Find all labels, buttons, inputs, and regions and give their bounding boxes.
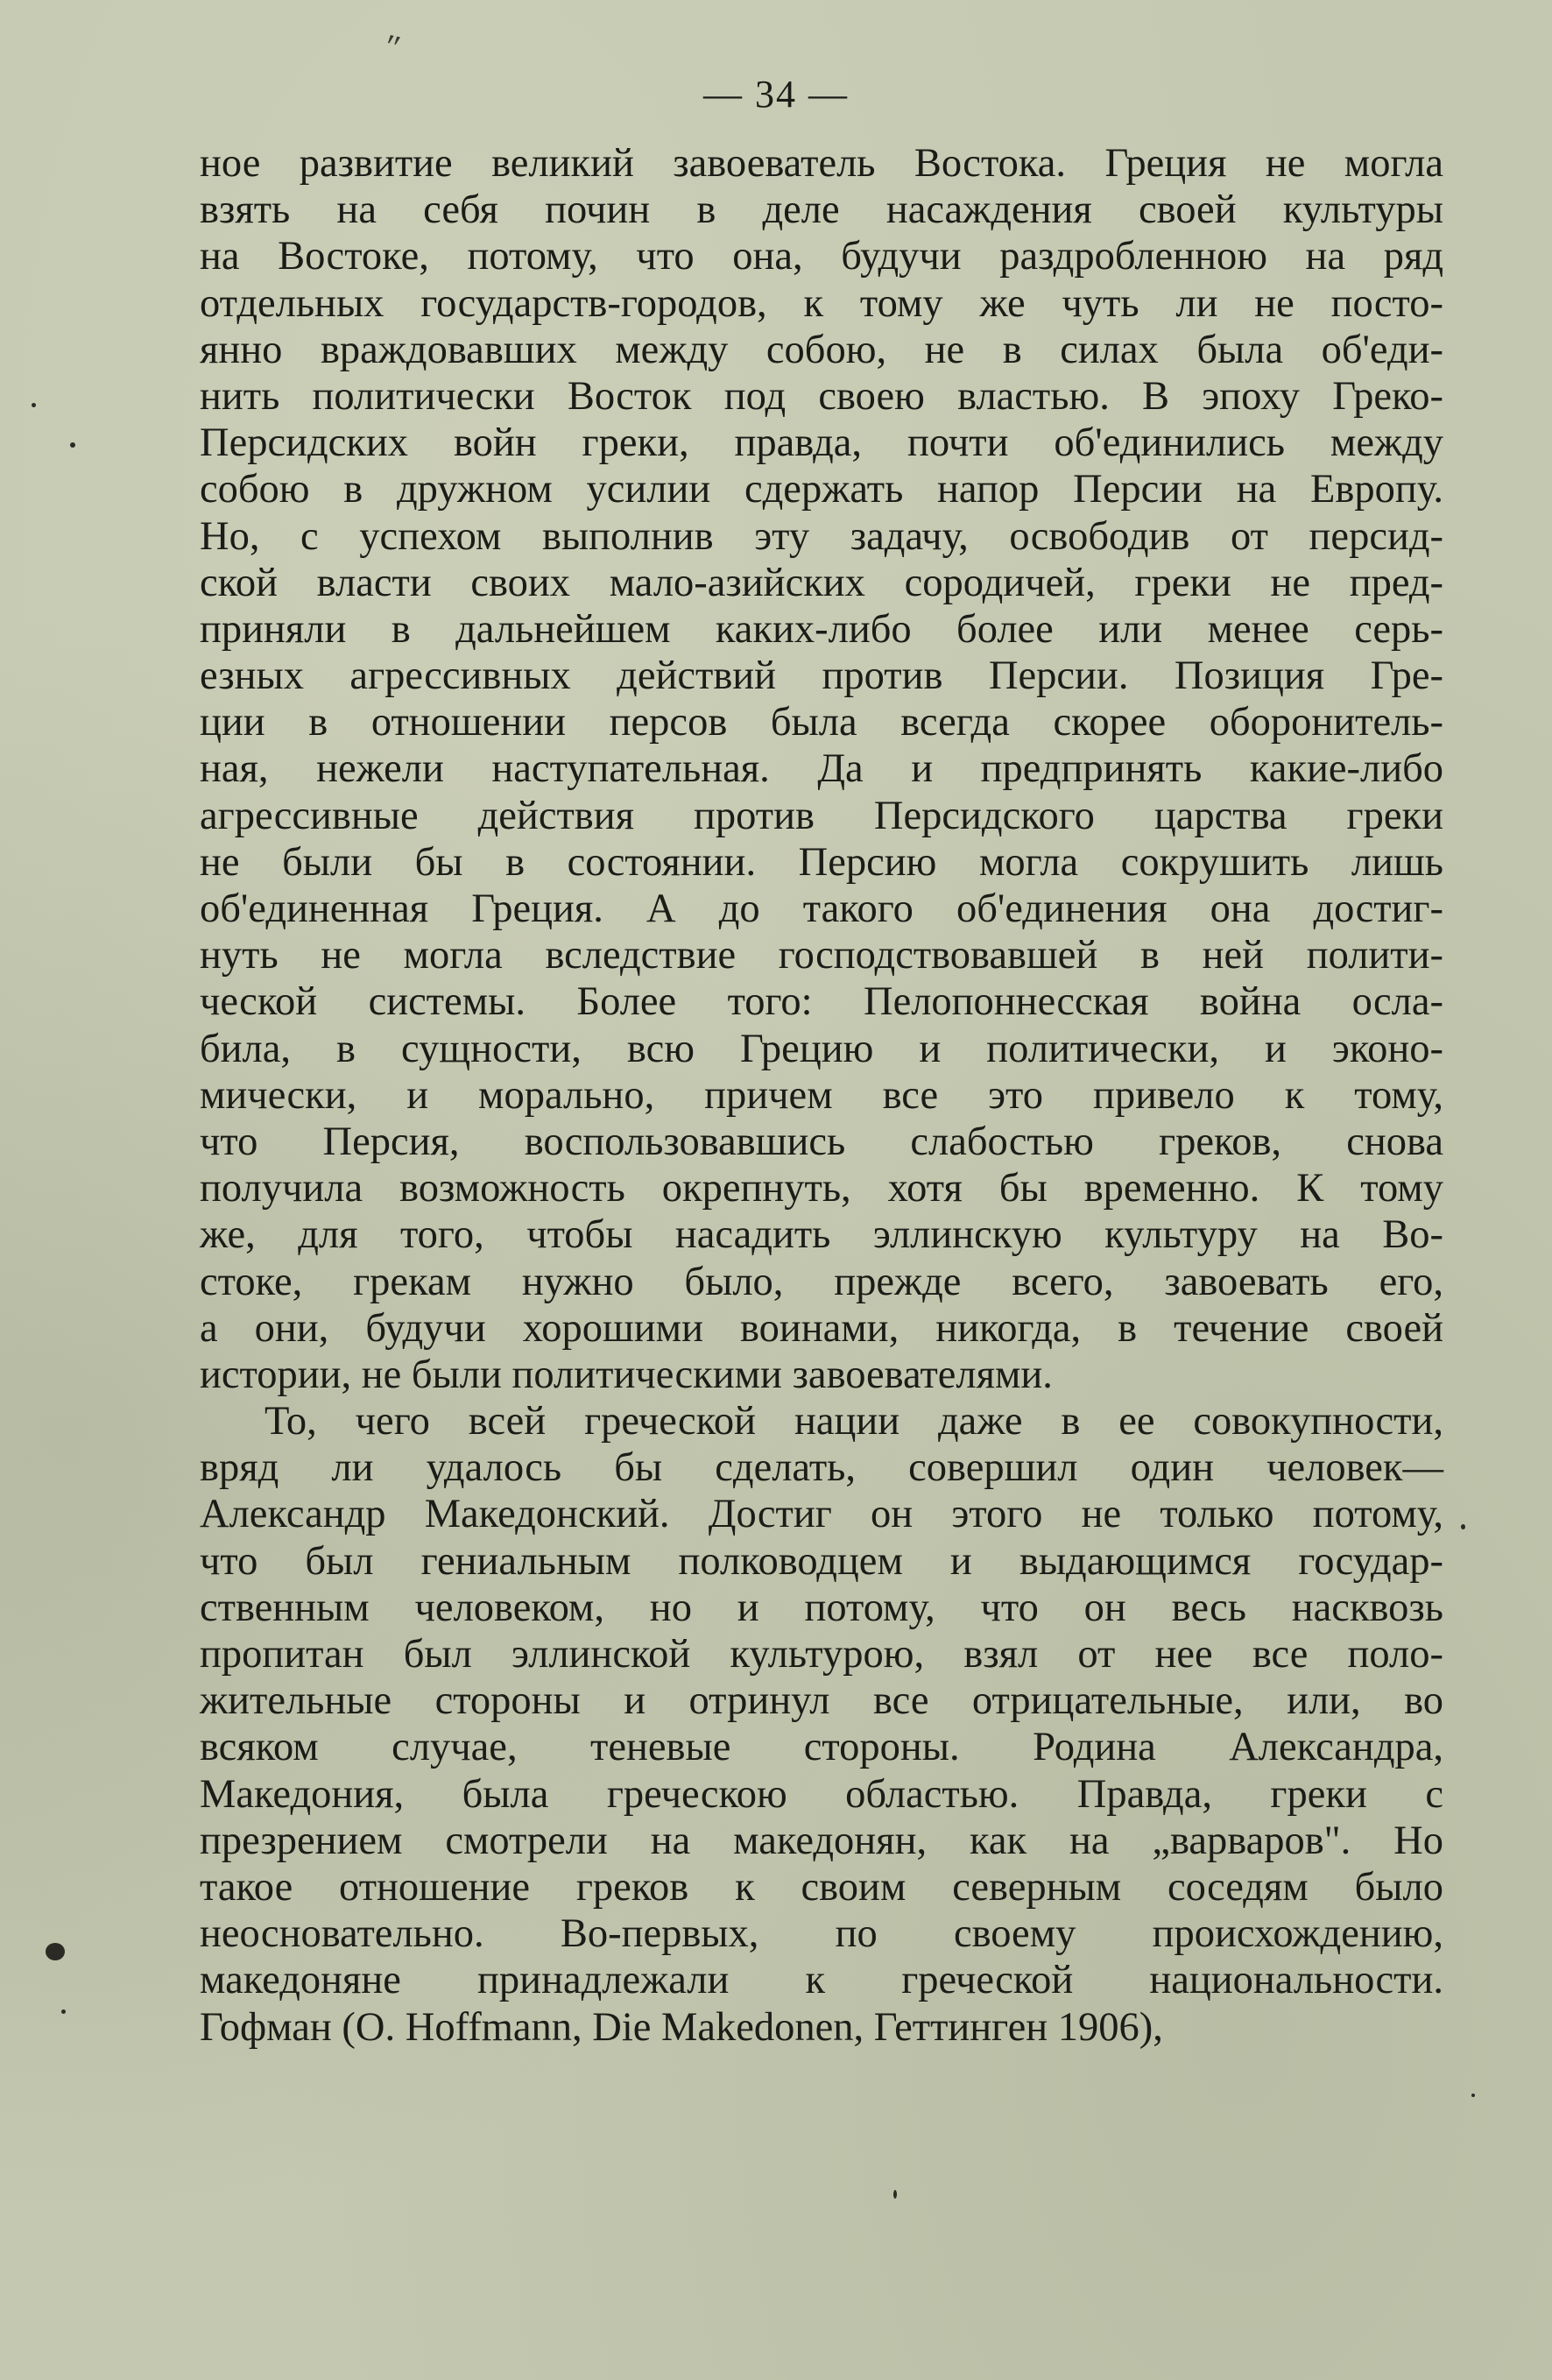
text-line: Македония, была греческою областью. Правда, греки с [200, 1771, 1443, 1817]
text-line: То, чего всей греческой нации даже в ее совокупности, [265, 1399, 1443, 1444]
ink-speck [61, 2009, 66, 2014]
paragraph [200, 140, 1443, 1398]
text-line: нуть не могла вследствие господствовавшей в ней полити- [200, 933, 1443, 978]
ink-speck [70, 442, 75, 448]
text-line: не были бы в состоянии. Персию могла сокрушить лишь [200, 839, 1443, 885]
ink-speck [1461, 1524, 1465, 1529]
text-line: что Персия, воспользовавшись слабостью греков, снова [200, 1119, 1443, 1164]
text-line: нить политически Восток под своею властью. В эпоху Греко- [200, 373, 1443, 419]
text-line: янно враждовавших между собою, не в силах была об'еди- [200, 327, 1443, 372]
text-line: истории, не были политическими завоевателями. [200, 1352, 1053, 1397]
ink-speck [1471, 2094, 1475, 2097]
text-line: взять на себя почин в деле насаждения своей культуры [200, 187, 1443, 233]
text-line: об'единенная Греция. А до такого об'единения она достиг- [200, 886, 1443, 931]
text-line: ции в отношении персов была всегда скорее оборонитель- [200, 700, 1443, 745]
text-line: такое отношение греков к своим северным соседям было [200, 1864, 1443, 1910]
paragraph [200, 1398, 1443, 2051]
text-line: Александр Македонский. Достиг он этого не только потому, [200, 1492, 1443, 1537]
body-text [200, 140, 1443, 2051]
text-line: вряд ли удалось бы сделать, совершил один человек— [200, 1445, 1443, 1491]
text-line: Но, с успехом выполнив эту задачу, освободив от персид- [200, 513, 1443, 559]
ink-speck [32, 403, 36, 407]
pencil-mark: ″ [381, 25, 405, 68]
text-line: презрением смотрели на македонян, как на „варваров". Но [200, 1818, 1443, 1863]
text-line: всяком случае, теневые стороны. Родина Александра, [200, 1725, 1443, 1770]
text-line: что был гениальным полководцем и выдающимся государ- [200, 1538, 1443, 1584]
text-line: агрессивные действия против Персидского царства греки [200, 793, 1443, 838]
text-line: приняли в дальнейшем каких-либо более или менее серь- [200, 606, 1443, 652]
text-line: македоняне принадлежали к греческой национальности. [200, 1958, 1443, 2003]
text-line: ная, нежели наступательная. Да и предпринять какие-либо [200, 746, 1443, 792]
text-line: езных агрессивных действий против Персии. Позиция Гре- [200, 653, 1443, 699]
text-line: жительные стороны и отринул все отрицательные, или, во [200, 1678, 1443, 1724]
text-line: ное развитие великий завоеватель Востока. Греция не могла [200, 141, 1443, 186]
text-line: стоке, грекам нужно было, прежде всего, завоевать его, [200, 1259, 1443, 1304]
ink-blot [46, 1943, 65, 1960]
ink-speck [893, 2190, 897, 2199]
text-line: ственным человеком, но и потому, что он весь насквозь [200, 1585, 1443, 1630]
text-line: отдельных государств-городов, к тому же чуть ли не посто- [200, 280, 1443, 326]
text-line: била, в сущности, всю Грецию и политически, и эконо- [200, 1026, 1443, 1071]
text-line: а они, будучи хорошими воинами, никогда, в течение своей [200, 1305, 1443, 1351]
text-line: неосновательно. Во-первых, по своему происхождению, [200, 1911, 1443, 1957]
text-line: на Востоке, потому, что она, будучи раздробленною на ряд [200, 234, 1443, 279]
text-line: Гофман (O. Hoffmann, Die Makedonen, Геттинген 1906), [200, 2004, 1163, 2050]
text-line: мически, и морально, причем все это привело к тому, [200, 1072, 1443, 1118]
text-line: Персидских войн греки, правда, почти об'единились между [200, 420, 1443, 466]
text-line: же, для того, чтобы насадить эллинскую культуру на Во- [200, 1212, 1443, 1258]
page-number: — 34 — [703, 73, 849, 116]
text-line: собою в дружном усилии сдержать напор Персии на Европу. [200, 467, 1443, 512]
text-line: ской власти своих мало-азийских сородичей, греки не пред- [200, 560, 1443, 605]
text-line: получила возможность окрепнуть, хотя бы временно. К тому [200, 1166, 1443, 1211]
text-line: пропитан был эллинской культурою, взял от нее все поло- [200, 1632, 1443, 1677]
text-line: ческой системы. Более того: Пелопоннесская война осла- [200, 979, 1443, 1025]
